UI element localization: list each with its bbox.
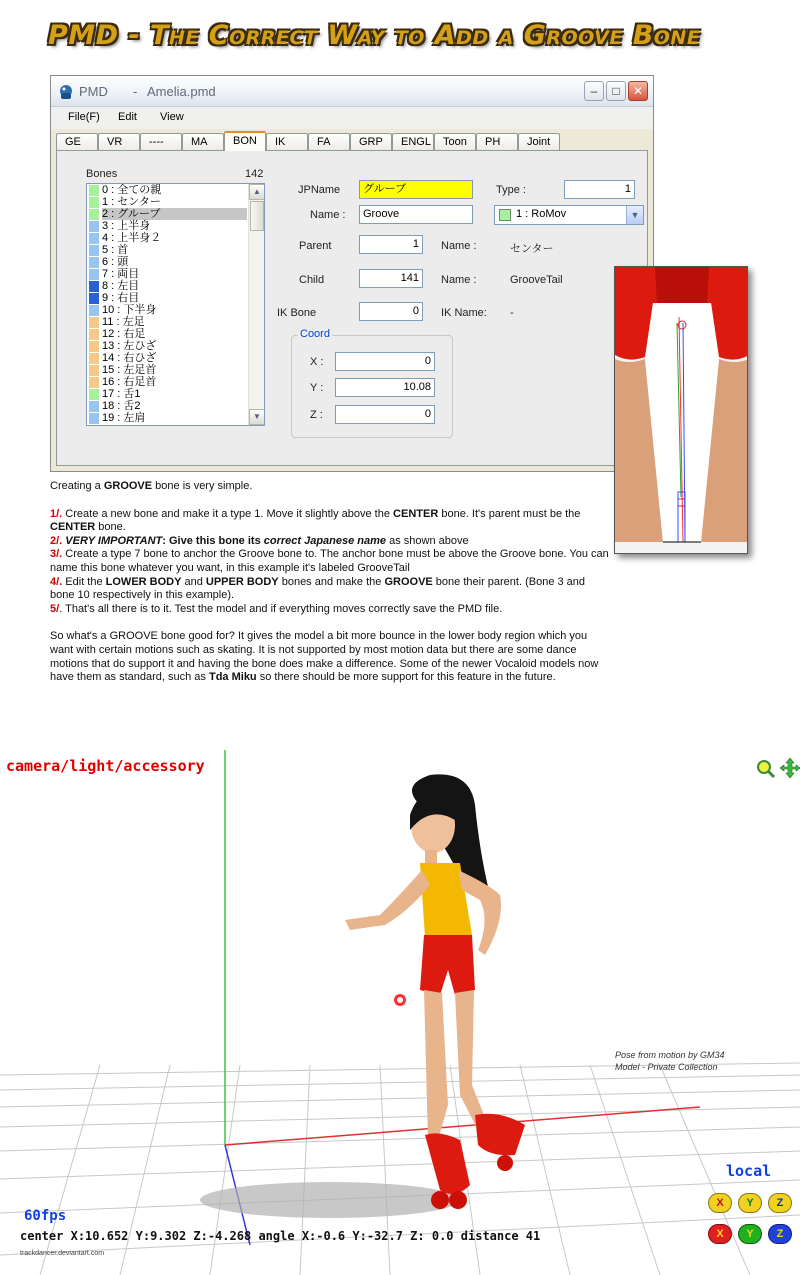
tab-ma[interactable]: MA	[182, 133, 224, 151]
type-combo[interactable]	[494, 205, 644, 225]
tab-bar	[51, 131, 653, 151]
bone-color-swatch	[89, 305, 99, 316]
bone-color-swatch	[89, 329, 99, 340]
credit-motion: Pose from motion by GM34	[615, 1050, 725, 1060]
explanation-paragraph	[50, 630, 610, 684]
bone-color-swatch	[89, 389, 99, 400]
maximize-icon: □	[612, 84, 620, 98]
app-icon	[57, 83, 75, 101]
inset-illustration	[615, 267, 748, 554]
bones-header: Bones	[86, 168, 118, 180]
parent-label: Parent	[299, 240, 332, 252]
bone-list-item[interactable]	[87, 364, 264, 376]
step-1-text-b: CENTER	[393, 507, 439, 520]
step-4	[50, 576, 610, 603]
coord-y-field[interactable]: 10.08	[335, 378, 435, 397]
status-angle-values: X:-0.6 Y:-32.7 Z: 0.0	[301, 1229, 454, 1243]
ik-bone-field[interactable]: 0	[359, 302, 423, 321]
bone-color-swatch	[89, 353, 99, 364]
move-y-button[interactable]: Y	[738, 1224, 762, 1244]
status-distance-value: 41	[525, 1229, 541, 1243]
mode-label[interactable]: camera/light/accessory	[6, 757, 205, 775]
bone-label: 15 : 左足首	[102, 364, 157, 376]
bones-scrollbar[interactable]	[248, 184, 264, 425]
bone-color-swatch	[89, 365, 99, 376]
coord-z-label: Z :	[310, 409, 323, 421]
name-field[interactable]: Groove	[359, 205, 473, 224]
intro-text-c: bone is very simple.	[152, 480, 253, 492]
intro-text-b: GROOVE	[103, 480, 153, 492]
step-2-number: 2/.	[50, 534, 63, 547]
bone-label: 19 : 左肩	[102, 412, 146, 424]
chevron-down-icon[interactable]: ▼	[626, 206, 643, 224]
step-1-text-a: Create a new bone and make it a type 1. Move it slightly above the	[62, 507, 394, 520]
menu-file[interactable]: File(F)	[68, 111, 100, 123]
tab-bon[interactable]: BON	[224, 131, 266, 151]
bone-list-item[interactable]	[87, 280, 264, 292]
bones-list[interactable]	[86, 183, 265, 426]
bone-color-swatch	[89, 197, 99, 208]
parent-name-label: Name :	[441, 240, 477, 252]
bone-list-item[interactable]	[87, 292, 264, 304]
bone-label: 3 : 上半身	[102, 220, 151, 232]
ik-name-value: -	[510, 307, 514, 319]
bone-color-swatch	[89, 293, 99, 304]
bone-color-swatch	[89, 185, 99, 196]
tab-ph[interactable]: PH	[476, 133, 518, 151]
name-label: Name :	[310, 209, 346, 221]
bone-label: 13 : 左ひざ	[102, 340, 157, 352]
move-z-button[interactable]: Z	[768, 1224, 792, 1244]
bone-list-item[interactable]	[87, 184, 264, 196]
jpname-label: JPName	[298, 184, 341, 196]
tab-fa[interactable]: FA	[308, 133, 350, 151]
bone-label: 11 : 左足	[102, 316, 145, 328]
bone-label: 14 : 右ひざ	[102, 352, 157, 364]
move-x-button[interactable]: X	[708, 1224, 732, 1244]
menu-view[interactable]: View	[160, 111, 184, 123]
move-icon[interactable]	[780, 757, 800, 779]
step-3-number: 3/.	[50, 548, 63, 561]
bone-color-swatch	[89, 401, 99, 412]
step-5-text-a: . That's all there is to it. Test the model and if everything moves correctly save the PMD file.	[59, 602, 503, 615]
bone-label: 9 : 右目	[102, 292, 140, 304]
bone-color-swatch	[89, 413, 99, 424]
file-name: Amelia.pmd	[147, 84, 216, 99]
bone-label: 18 : 舌2	[102, 400, 141, 412]
child-name-label: Name :	[441, 274, 477, 286]
bones-count: 142	[245, 168, 264, 180]
bone-color-swatch	[89, 221, 99, 232]
step-1-text-d: CENTER	[50, 521, 96, 534]
step-2-text-a: VERY IMPORTANT	[65, 534, 163, 547]
child-name-value: GrooveTail	[510, 274, 563, 286]
step-5	[50, 603, 610, 617]
menu-bar	[51, 107, 653, 129]
bone-color-swatch	[89, 377, 99, 388]
bone-list-item[interactable]	[87, 400, 264, 412]
bone-inset-render	[614, 266, 748, 554]
bone-list-item[interactable]	[87, 352, 264, 364]
tab-ge[interactable]: GE	[56, 133, 98, 151]
bone-label: 4 : 上半身２	[102, 232, 162, 244]
type-label: Type :	[496, 184, 526, 196]
bone-label: 5 : 首	[102, 244, 129, 256]
rotate-z-button[interactable]: Z	[768, 1193, 792, 1213]
intro-paragraph	[50, 480, 610, 494]
close-icon: ✕	[632, 84, 644, 98]
bone-list-item[interactable]	[87, 244, 264, 256]
bone-label: 6 : 頭	[102, 256, 129, 268]
bone-list-item[interactable]	[87, 412, 264, 424]
step-1	[50, 508, 610, 535]
bone-label: 8 : 左目	[102, 280, 140, 292]
step-3	[50, 548, 610, 575]
explanation-text-c: so there should be more support for this feature in the future.	[256, 671, 556, 684]
bone-color-swatch	[89, 281, 99, 292]
parent-field[interactable]: 1	[359, 235, 423, 254]
bone-color-swatch	[89, 245, 99, 256]
status-distance-label: distance	[460, 1229, 519, 1243]
step-4-text-c: and	[181, 575, 206, 588]
minimize-icon: –	[590, 84, 598, 98]
status-angle-label: angle	[258, 1229, 295, 1243]
mmd-viewport[interactable]	[0, 745, 800, 1275]
tab-vr[interactable]: VR	[98, 133, 140, 151]
tab-toon[interactable]: Toon	[434, 133, 476, 151]
status-readout	[20, 1229, 540, 1243]
bone-color-swatch	[89, 257, 99, 268]
status-center-values: X:10.652 Y:9.302 Z:-4.268	[70, 1229, 252, 1243]
step-3-text-a: Create a type 7 bone to anchor the Groove bone to. The anchor bone must be above the Groove bone. You can name this bone whatever you want, in this example it's labeled GrooveTail	[50, 548, 609, 574]
coord-group	[291, 328, 453, 438]
explanation-text-b: Tda Miku	[208, 671, 257, 684]
tab-ik[interactable]: IK	[266, 133, 308, 151]
step-4-text-e: bones and make the	[278, 575, 385, 588]
maximize-button[interactable]	[606, 81, 626, 101]
coord-z-field[interactable]: 0	[335, 405, 435, 424]
viewport-scene	[0, 745, 800, 1275]
zoom-icon[interactable]	[756, 759, 776, 779]
bone-list-item[interactable]	[87, 328, 264, 340]
ik-bone-label: IK Bone	[277, 307, 317, 319]
bone-label: 2 : グルーブ	[102, 208, 247, 220]
type-combo-value: 1 : RoMov	[516, 208, 567, 220]
bone-panel	[56, 150, 648, 466]
step-4-text-g: bone their parent. (Bone 3 and bone 10 respectively in this example).	[50, 575, 586, 602]
instructions	[50, 480, 610, 685]
bone-label: 16 : 右足首	[102, 376, 157, 388]
menu-edit[interactable]: Edit	[118, 111, 137, 123]
ik-name-label: IK Name:	[441, 307, 487, 319]
minimize-button[interactable]	[584, 81, 604, 101]
bone-label: 0 : 全ての親	[102, 184, 162, 196]
pmd-editor-window	[50, 75, 654, 472]
bone-list-item[interactable]	[87, 304, 264, 316]
step-4-text-d: UPPER BODY	[205, 575, 279, 588]
step-4-text-b: LOWER BODY	[105, 575, 182, 588]
page-title: PMD - The Correct Way to Add a Groove Bone	[48, 20, 701, 51]
bone-color-swatch	[89, 209, 99, 220]
step-4-text-a: Edit the	[62, 575, 106, 588]
type-field[interactable]: 1	[564, 180, 635, 199]
bone-list-item[interactable]	[87, 196, 264, 208]
bone-color-swatch	[89, 317, 99, 328]
bone-label: 10 : 下半身	[102, 304, 157, 316]
step-1-number: 1/.	[50, 507, 63, 520]
scroll-up-icon[interactable]: ▲	[249, 184, 265, 200]
explanation-text-a: So what's a GROOVE bone good for? It gives the model a bit more bounce in the lower body region which you want with certain motions such as skating. It is not supported by most motion data but there are some dance motions that do support it and having the bone does make a difference. Some of the newer Vocaloid models now have them as standard, such as	[50, 630, 599, 684]
step-2-text-d: as shown above	[386, 534, 469, 547]
scroll-thumb[interactable]	[250, 201, 264, 231]
child-field[interactable]: 141	[359, 269, 423, 288]
bone-label: 12 : 右足	[102, 328, 146, 340]
coord-y-label: Y :	[310, 382, 324, 394]
tab-engl[interactable]: ENGL	[392, 133, 434, 151]
bone-list-item[interactable]	[87, 208, 264, 220]
bone-list-item[interactable]	[87, 220, 264, 232]
rotate-x-button[interactable]: X	[708, 1193, 732, 1213]
bone-label: 1 : センター	[102, 196, 161, 208]
parent-name-value: センター	[510, 243, 554, 255]
rotate-y-button[interactable]: Y	[738, 1193, 762, 1213]
step-4-number: 4/.	[50, 575, 63, 588]
tab-grp[interactable]: GRP	[350, 133, 392, 151]
type-swatch	[499, 209, 511, 221]
bone-list-item[interactable]	[87, 388, 264, 400]
bone-list-item[interactable]	[87, 376, 264, 388]
step-2-text-c: correct Japanese name	[263, 534, 387, 547]
step-1-text-c: bone. It's parent must be the	[438, 507, 581, 520]
bone-label: 17 : 舌1	[102, 388, 141, 400]
fps-counter: 60fps	[24, 1208, 67, 1224]
bone-color-swatch	[89, 341, 99, 352]
scroll-down-icon[interactable]: ▼	[249, 409, 265, 425]
watermark: trackdancer.deviantart.com	[20, 1250, 105, 1257]
intro-text-a: Creating a	[50, 480, 104, 492]
tab-dashes[interactable]: ----	[140, 133, 182, 151]
step-2-text-b: : Give this bone its	[162, 534, 264, 547]
step-4-text-f: GROOVE	[384, 575, 433, 588]
coord-x-field[interactable]: 0	[335, 352, 435, 371]
tab-joint[interactable]: Joint	[518, 133, 560, 151]
title-bar[interactable]	[51, 76, 653, 107]
bone-color-swatch	[89, 269, 99, 280]
bone-list-item[interactable]	[87, 340, 264, 352]
step-2	[50, 535, 610, 549]
credit-model: Model - Private Collection	[615, 1062, 718, 1072]
coord-legend: Coord	[300, 328, 330, 340]
coord-x-label: X :	[310, 356, 324, 368]
bone-label: 7 : 両目	[102, 268, 140, 280]
bone-list-item[interactable]	[87, 268, 264, 280]
step-1-text-e: bone.	[95, 521, 126, 534]
close-button[interactable]	[628, 81, 648, 101]
step-5-number: 5/	[50, 602, 60, 615]
jpname-field[interactable]: グルーブ	[359, 180, 473, 199]
child-label: Child	[299, 274, 325, 286]
app-name: PMD	[79, 84, 108, 99]
bone-list-item[interactable]	[87, 232, 264, 244]
status-center-label: center	[20, 1229, 64, 1243]
bone-color-swatch	[89, 233, 99, 244]
bone-list-item[interactable]	[87, 316, 264, 328]
bone-list-item[interactable]	[87, 256, 264, 268]
title-separator: -	[133, 84, 138, 99]
local-label[interactable]: local	[726, 1162, 772, 1180]
